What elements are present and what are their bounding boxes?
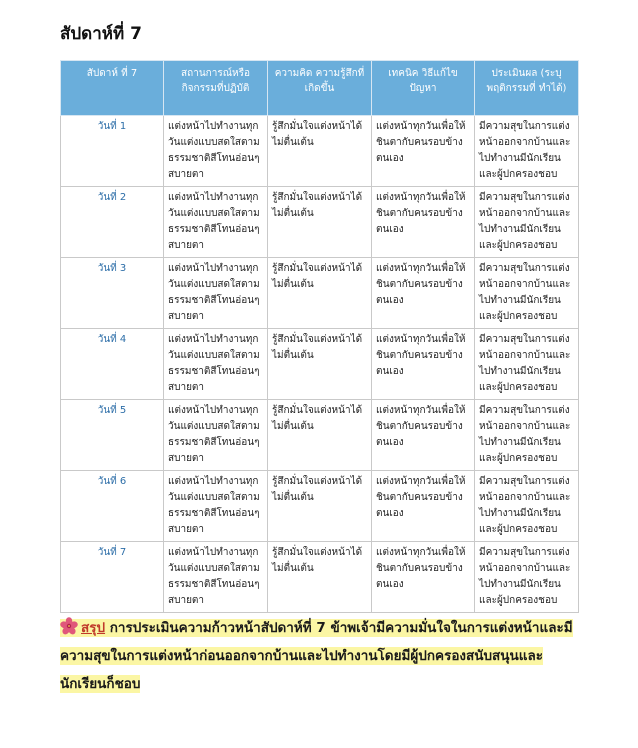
technique-cell: แต่งหน้าทุกวันเพื่อให้ชินตากับคนรอบข้างตนเอง: [372, 400, 475, 471]
summary-highlight: [60, 619, 573, 693]
technique-cell: แต่งหน้าทุกวันเพื่อให้ชินตากับคนรอบข้างตนเอง: [372, 471, 475, 542]
activity-cell: แต่งหน้าไปทำงานทุกวันแต่งแบบสดใสตามธรรมชาติสีโทนอ่อนๆสบายตา: [164, 400, 268, 471]
header-technique: เทคนิค วิธีแก้ไข ปัญหา: [372, 61, 475, 116]
hibiscus-flower-icon: [60, 617, 78, 635]
evaluation-cell: มีความสุขในการแต่งหน้าออกจากบ้านและไปทำงานมีนักเรียนและผู้ปกครองชอบ: [475, 329, 579, 400]
feeling-cell: รู้สึกมั่นใจแต่งหน้าได้ไม่ตื่นเต้น: [268, 116, 372, 187]
technique-cell: แต่งหน้าทุกวันเพื่อให้ชินตากับคนรอบข้างตนเอง: [372, 258, 475, 329]
summary-paragraph: [60, 614, 580, 698]
evaluation-cell: มีความสุขในการแต่งหน้าออกจากบ้านและไปทำงานมีนักเรียนและผู้ปกครองชอบ: [475, 542, 579, 613]
activity-cell: แต่งหน้าไปทำงานทุกวันแต่งแบบสดใสตามธรรมชาติสีโทนอ่อนๆสบายตา: [164, 258, 268, 329]
day-cell: วันที่ 6: [61, 471, 164, 542]
table-row: [61, 542, 579, 613]
activity-cell: แต่งหน้าไปทำงานทุกวันแต่งแบบสดใสตามธรรมชาติสีโทนอ่อนๆสบายตา: [164, 187, 268, 258]
day-cell: วันที่ 1: [61, 116, 164, 187]
feeling-cell: รู้สึกมั่นใจแต่งหน้าได้ไม่ตื่นเต้น: [268, 258, 372, 329]
technique-cell: แต่งหน้าทุกวันเพื่อให้ชินตากับคนรอบข้างตนเอง: [372, 116, 475, 187]
technique-cell: แต่งหน้าทุกวันเพื่อให้ชินตากับคนรอบข้างตนเอง: [372, 187, 475, 258]
activity-cell: แต่งหน้าไปทำงานทุกวันแต่งแบบสดใสตามธรรมชาติสีโทนอ่อนๆสบายตา: [164, 329, 268, 400]
day-cell: วันที่ 3: [61, 258, 164, 329]
feeling-cell: รู้สึกมั่นใจแต่งหน้าได้ไม่ตื่นเต้น: [268, 542, 372, 613]
evaluation-cell: มีความสุขในการแต่งหน้าออกจากบ้านและไปทำงานมีนักเรียนและผู้ปกครองชอบ: [475, 258, 579, 329]
weekly-plan-table: [60, 60, 579, 613]
technique-cell: แต่งหน้าทุกวันเพื่อให้ชินตากับคนรอบข้างตนเอง: [372, 542, 475, 613]
evaluation-cell: มีความสุขในการแต่งหน้าออกจากบ้านและไปทำงานมีนักเรียนและผู้ปกครองชอบ: [475, 471, 579, 542]
feeling-cell: รู้สึกมั่นใจแต่งหน้าได้ไม่ตื่นเต้น: [268, 400, 372, 471]
table-row: [61, 471, 579, 542]
day-cell: วันที่ 4: [61, 329, 164, 400]
feeling-cell: รู้สึกมั่นใจแต่งหน้าได้ไม่ตื่นเต้น: [268, 329, 372, 400]
table-row: [61, 400, 579, 471]
table-row: [61, 187, 579, 258]
summary-text: การประเมินความก้าวหน้าสัปดาห์ที่ 7 ข้าพเจ้ามีความมั่นใจในการแต่งหน้าและมีความสุขในการแต่งหน้าก่อนออกจากบ้านและไปทำงานโดยมีผู้ปกครองสนับสนุนและนักเรียนก็ชอบ: [60, 620, 573, 692]
header-activity: สถานการณ์หรือ กิจกรรมที่ปฏิบัติ: [164, 61, 268, 116]
table-row: [61, 329, 579, 400]
day-cell: วันที่ 2: [61, 187, 164, 258]
evaluation-cell: มีความสุขในการแต่งหน้าออกจากบ้านและไปทำงานมีนักเรียนและผู้ปกครองชอบ: [475, 400, 579, 471]
table-row: [61, 258, 579, 329]
activity-cell: แต่งหน้าไปทำงานทุกวันแต่งแบบสดใสตามธรรมชาติสีโทนอ่อนๆสบายตา: [164, 542, 268, 613]
header-feeling: ความคิด ความรู้สึกที่ เกิดขึ้น: [268, 61, 372, 116]
evaluation-cell: มีความสุขในการแต่งหน้าออกจากบ้านและไปทำงานมีนักเรียนและผู้ปกครองชอบ: [475, 116, 579, 187]
table-header-row: [61, 61, 579, 116]
activity-cell: แต่งหน้าไปทำงานทุกวันแต่งแบบสดใสตามธรรมชาติสีโทนอ่อนๆสบายตา: [164, 471, 268, 542]
activity-cell: แต่งหน้าไปทำงานทุกวันแต่งแบบสดใสตามธรรมชาติสีโทนอ่อนๆสบายตา: [164, 116, 268, 187]
header-evaluation: ประเมินผล (ระบุพฤติกรรมที่ ทำได้): [475, 61, 579, 116]
feeling-cell: รู้สึกมั่นใจแต่งหน้าได้ไม่ตื่นเต้น: [268, 187, 372, 258]
header-week: สัปดาห์ ที่ 7: [61, 61, 164, 116]
table-row: [61, 116, 579, 187]
feeling-cell: รู้สึกมั่นใจแต่งหน้าได้ไม่ตื่นเต้น: [268, 471, 372, 542]
day-cell: วันที่ 7: [61, 542, 164, 613]
page-title: สัปดาห์ที่ 7: [60, 24, 142, 44]
technique-cell: แต่งหน้าทุกวันเพื่อให้ชินตากับคนรอบข้างตนเอง: [372, 329, 475, 400]
evaluation-cell: มีความสุขในการแต่งหน้าออกจากบ้านและไปทำงานมีนักเรียนและผู้ปกครองชอบ: [475, 187, 579, 258]
day-cell: วันที่ 5: [61, 400, 164, 471]
summary-label: สรุป: [81, 620, 106, 636]
